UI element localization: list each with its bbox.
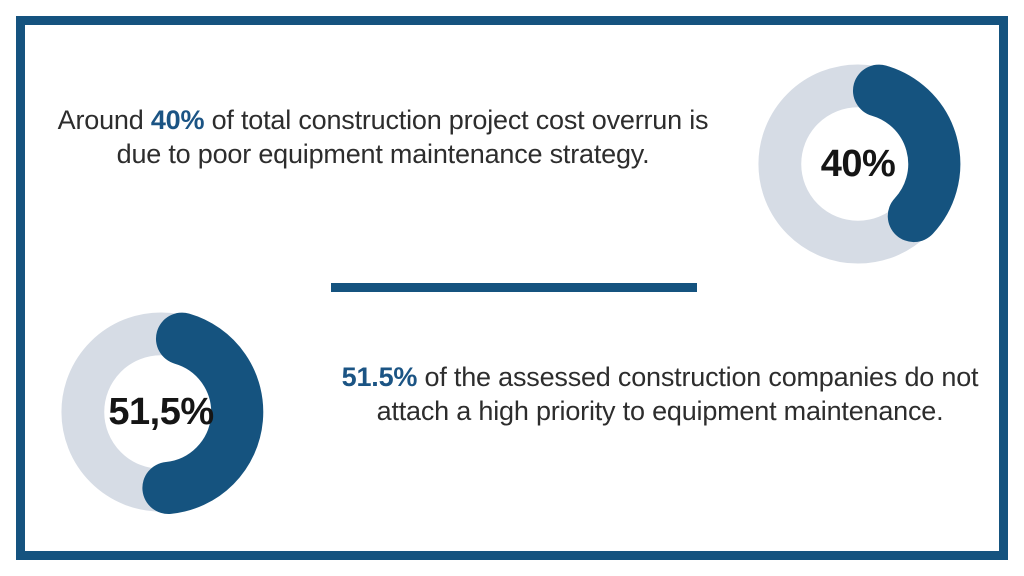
stat-top-prefix: Around (57, 105, 151, 135)
donut-center-label: 51,5% (108, 390, 214, 433)
donut-chart-bottom (54, 305, 268, 519)
stat-top-rest: of total construction project cost overrun is due to poor equipment maintenance strategy. (116, 105, 709, 169)
donut-chart-top (751, 57, 965, 271)
stat-bottom-rest: of the assessed construction companies do not attach a high priority to equipment maintenance. (376, 362, 979, 426)
stat-top-text (43, 103, 723, 171)
donut-center-label: 40% (820, 142, 896, 185)
divider-line (331, 283, 697, 292)
stat-top-highlight: 40% (150, 105, 205, 135)
stat-bottom-text (335, 360, 985, 428)
stat-bottom-highlight: 51.5% (341, 362, 418, 392)
